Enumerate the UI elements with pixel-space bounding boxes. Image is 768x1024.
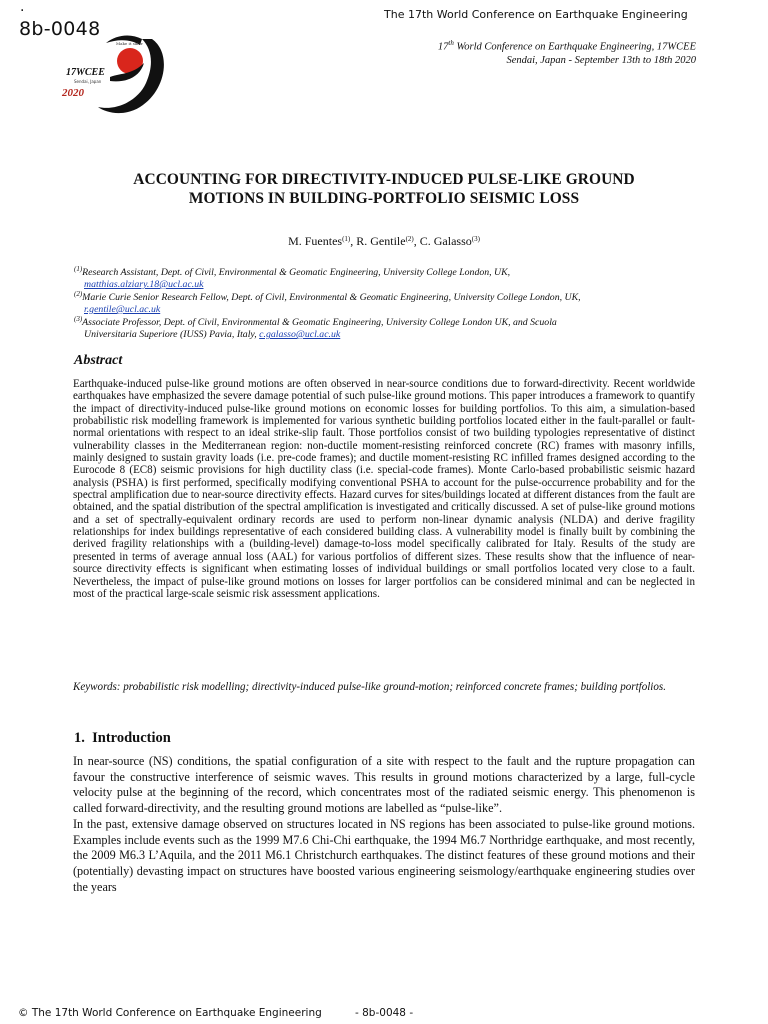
logo-place: Sendai, Japan	[74, 79, 102, 84]
paragraph: In the past, extensive damage observed on structures located in NS regions has been associated to pulse-like ground motions. Examples include events such as the 1999 M7.6 Chi-Chi earthquake, the 1994 M6.7 Northridge earthquake, and most recently, the 2009 M6.3 L’Aquila, and the 2011 M6.1 Christchurch earthquakes. The distinct features of these ground motions and their (potentially) devasting impact on structures have boosted various engineering seismology/earthquake engineering studies over the years	[73, 816, 695, 894]
conference-line-1: 17th World Conference on Earthquake Engineering, 17WCEE	[437, 39, 696, 53]
logo-name: 17WCEE	[66, 67, 105, 78]
logo-year: 2020	[62, 87, 84, 99]
abstract-body: Earthquake-induced pulse-like ground motions are often observed in near-source conditions due to forward-directivity. Recent worldwide earthquakes have emphasized the severe damage potential of such pulse-like ground motions. This paper introduces a framework to quantify the impact of directivity-induced pulse-like ground motions on economic losses for building portfolios. To this aim, a simulation-based probabilistic risk modelling framework is implemented for various synthetic building portfolios located either in the fault-parallel or fault-normal orientations with respect to an ideal strike-slip fault. Those portfolios consist of two building typologies representative of distinct vulnerability classes in the Mediterranean region: non-ductile moment-resisting reinforced concrete (RC) frames with masonry infills, mainly designed to sustain gravity loads (i.e. pre-code frames); and ductile moment-resisting RC infilled frames designed according to the Eurocode 8 (EC8) seismic provisions for high ductility class (i.e. special-code frames). Monte Carlo-based probabilistic seismic hazard analysis (PSHA) is first performed, specifically modifying conventional PSHA to account for the pulse-occurrence probability and for the spectral amplification due to near-source directivity effects. Hazard curves for sites/buildings located at different distances from the fault are obtained, and the spatial distribution of the spectral amplification is investigated and critically discussed. A set of pulse-like ground motions and a set of spectrally-equivalent ordinary records are used to perform non-linear dynamic analysis (NLDA) and derive fragility relationships for index buildings representative of each considered building class. A vulnerability model is finally built by combining the derived fragility relationships with a (building-level) damage-to-loss model specifically calibrated for Italy. Results of the study are presented in terms of average annual loss (AAL) for various portfolios of different sizes. These results show that the influence of near-source directivity effects is significant when estimating losses of individual buildings or small portfolios located very close to a fault. Nevertheless, the impact of pulse-like ground motions on losses for larger portfolios can be considered minimal and can be neglected in most of the practical large-scale seismic risk assessment applications.	[73, 378, 695, 600]
affiliation-1: $^{(1)}$Research Assistant, Dept. of Civil, Environmental & Geomatic Engineering, University College London, UK, matthias.alziary.18@ucl.ac.uk	[74, 265, 511, 290]
author-affiliation-mark: (3)	[471, 235, 480, 243]
abstract-heading: Abstract	[74, 353, 123, 368]
footer-page-number: - 8b-0048 -	[355, 1007, 414, 1019]
author-name: C. Galasso	[419, 234, 472, 248]
author-affiliation-mark: (2)	[405, 235, 414, 243]
email-link[interactable]: matthias.alziary.18@ucl.ac.uk	[84, 279, 204, 290]
author-list: M. Fuentes$^{(1)}$, R. Gentile$^{(2)}$, C. Galasso$^{(3)}$	[288, 234, 480, 248]
conference-line-2: Sendai, Japan - September 13th to 18th 2020	[506, 55, 696, 66]
paper-title	[80, 170, 688, 208]
email-link[interactable]: r.gentile@ucl.ac.uk	[84, 304, 161, 315]
section-heading-introduction: 1. Introduction	[74, 730, 171, 746]
paper-id: 8b-0048	[19, 18, 101, 40]
paragraph: In near-source (NS) conditions, the spatial configuration of a site with respect to the fault and the rupture propagation can favour the constructive interference of seismic waves. This results in ground motions characterized by a large, full-cycle velocity pulse at the beginning of the record, which concentrates most of the radiated seismic energy. This phenomenon is called forward-directivity, and the resulting ground motions are labelled as “pulse-like”.	[73, 754, 695, 816]
author-name: R. Gentile	[356, 234, 406, 248]
title-line-1: ACCOUNTING FOR DIRECTIVITY-INDUCED PULSE-LIKE GROUND	[133, 171, 635, 188]
email-link[interactable]: c.galasso@ucl.ac.uk	[259, 329, 341, 340]
footer-copyright: © The 17th World Conference on Earthquake Engineering	[18, 1007, 322, 1019]
conference-header: The 17th World Conference on Earthquake Engineering	[384, 8, 688, 21]
keywords: Keywords: probabilistic risk modelling; directivity-induced pulse-like ground-motion; reinforced concrete frames; building portfolios.	[73, 681, 666, 693]
author-affiliation-mark: (1)	[342, 235, 351, 243]
affiliation-3: $^{(3)}$Associate Professor, Dept. of Civil, Environmental & Geomatic Engineering, University College London UK, and Scuola Universitaria Superiore (IUSS) Pavia, Italy, c.galasso@ucl.ac.uk	[74, 315, 557, 340]
affiliation-2: $^{(2)}$Marie Curie Senior Research Fellow, Dept. of Civil, Environmental & Geomatic Engineering, University College London, UK, r.gentile@ucl.ac.uk	[74, 290, 581, 315]
introduction-body	[73, 754, 695, 895]
author-name: M. Fuentes	[288, 234, 343, 248]
corner-mark: .	[20, 0, 25, 15]
title-line-2: MOTIONS IN BUILDING-PORTFOLIO SEISMIC LOSS	[188, 190, 580, 207]
wcee-logo	[60, 33, 166, 115]
logo-motto: Make it safer	[116, 41, 143, 46]
